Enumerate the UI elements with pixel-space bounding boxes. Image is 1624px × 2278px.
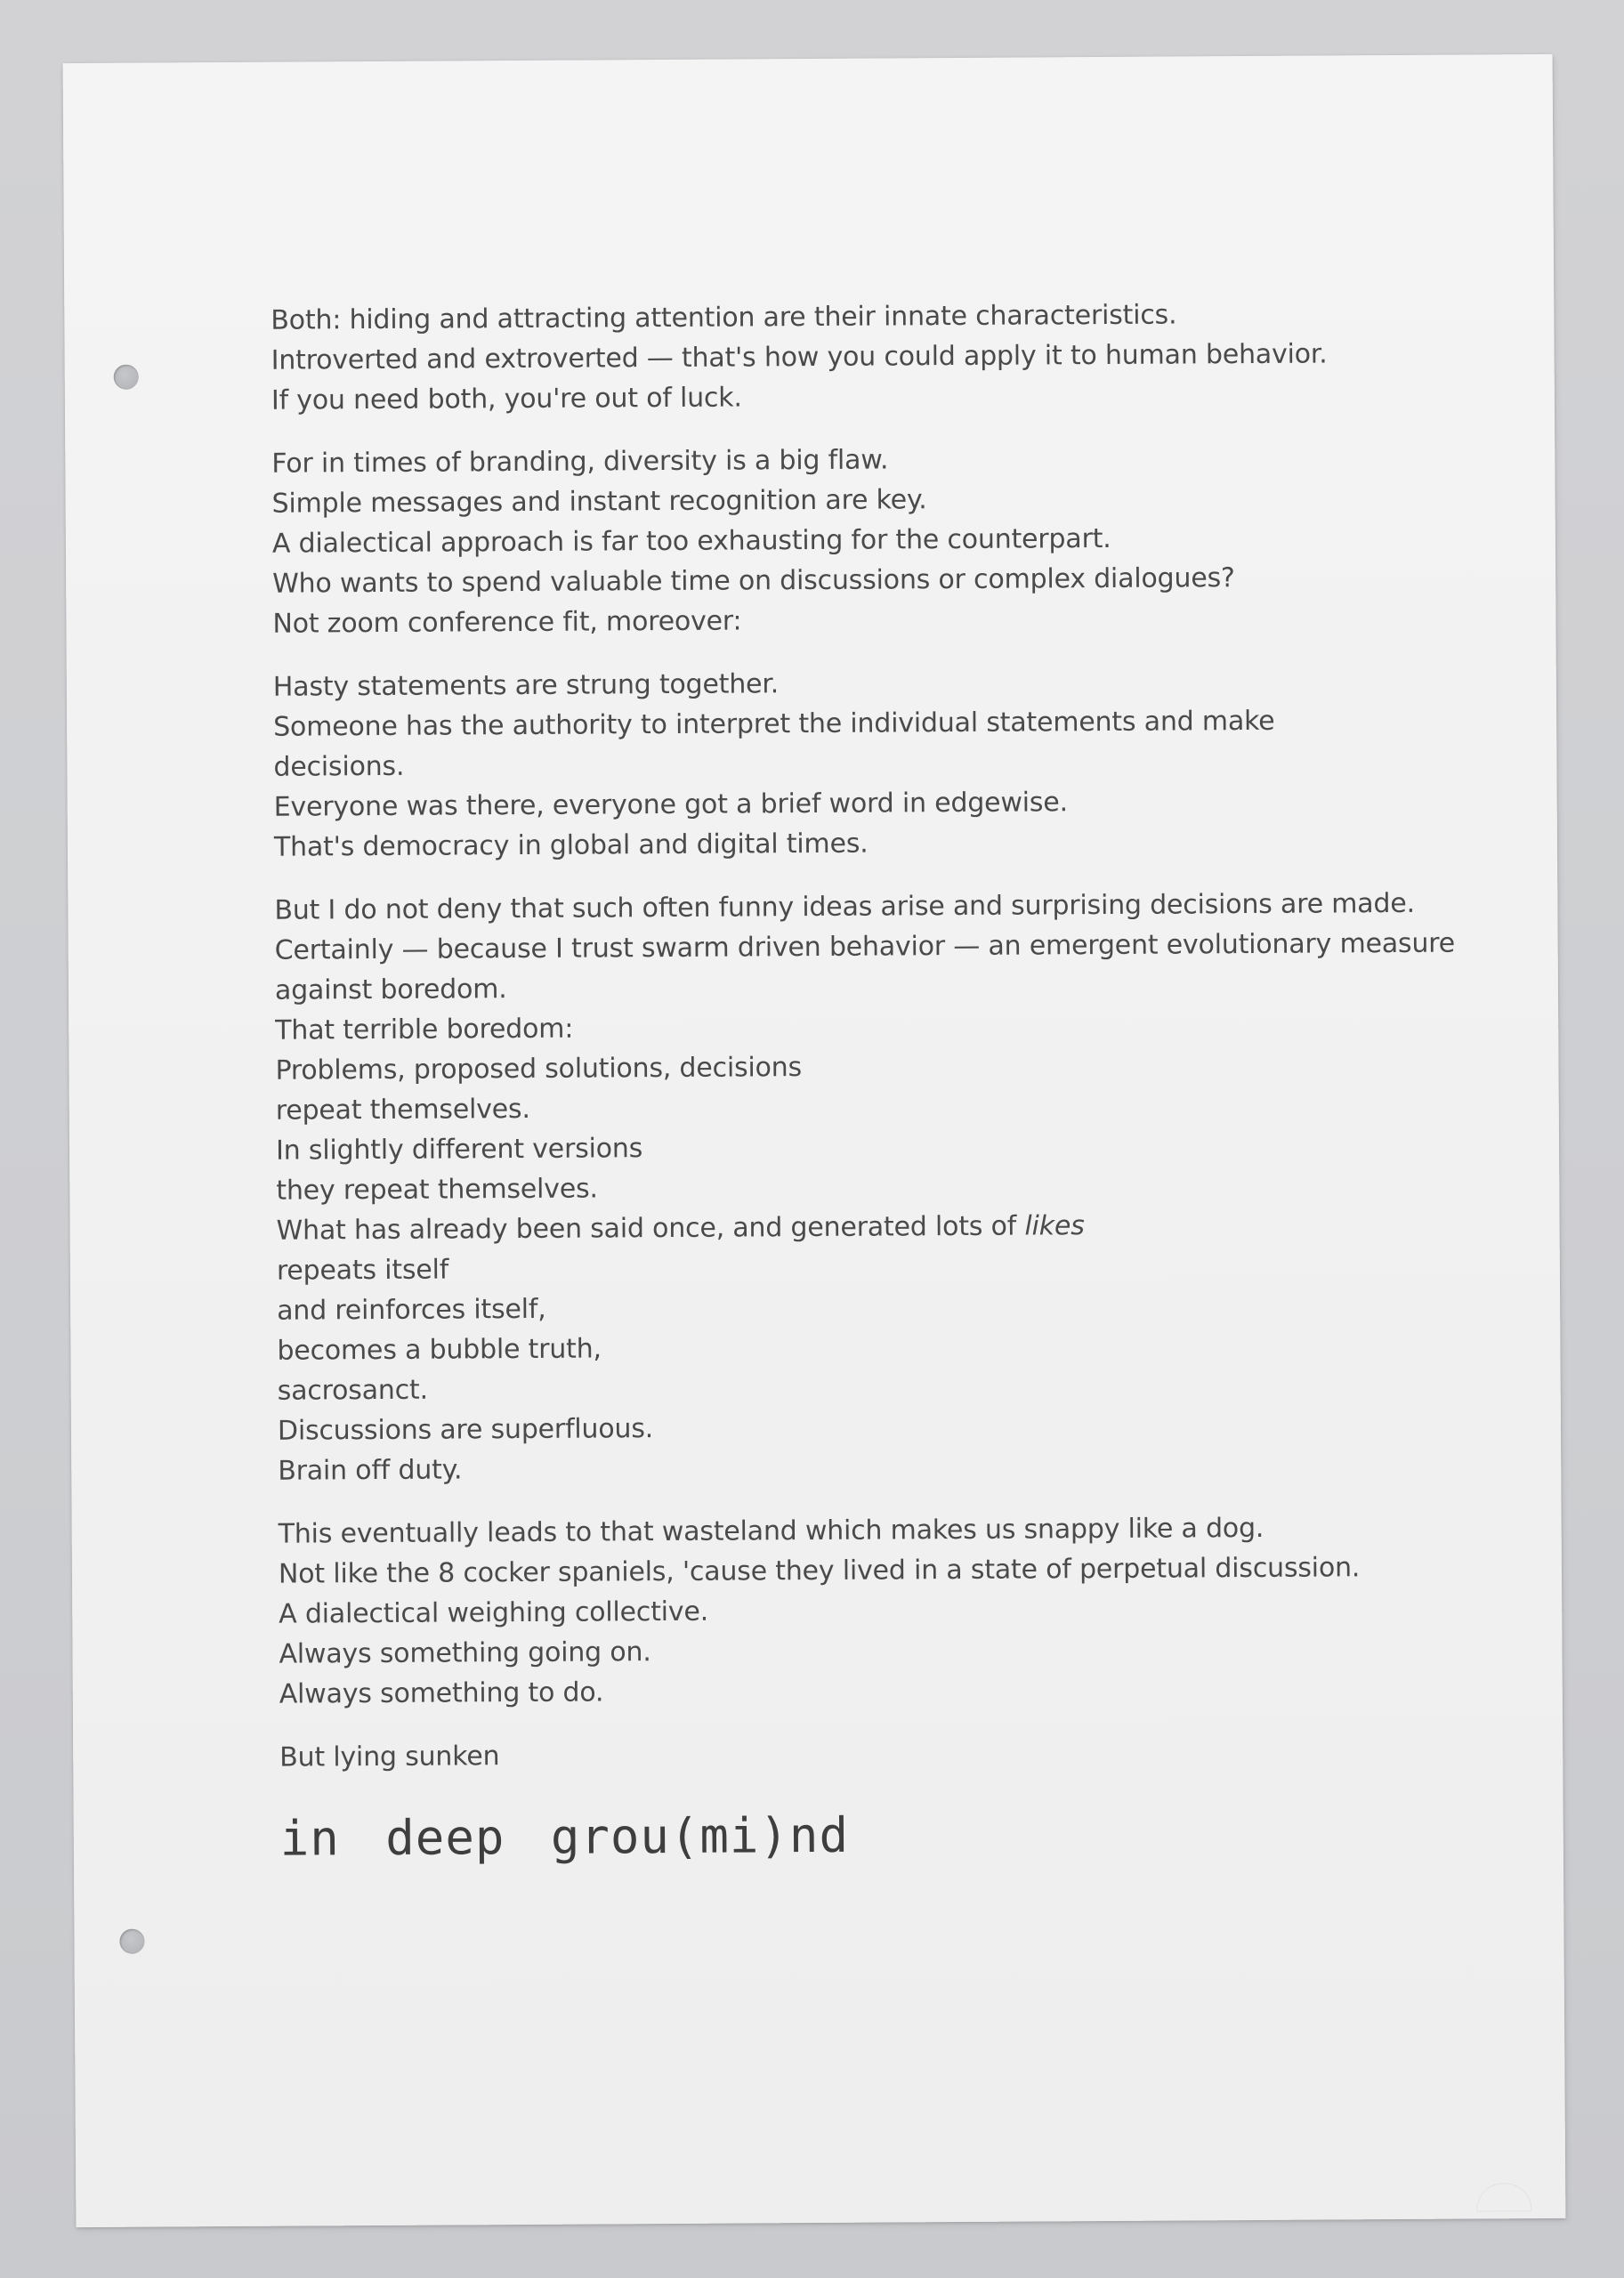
text-line: Someone has the authority to interpret the individual statements and make xyxy=(273,705,1275,743)
text-line: In slightly different versions xyxy=(275,1133,643,1167)
text-line: decisions. xyxy=(273,750,405,783)
text-line: and reinforces itself, xyxy=(277,1293,546,1327)
text-line: Introverted and extroverted — that's how you could apply it to human behavior. xyxy=(271,338,1328,376)
text-line: becomes a bubble truth, xyxy=(277,1333,602,1367)
text-line: they repeat themselves. xyxy=(276,1173,598,1207)
text-line: repeat themselves. xyxy=(275,1093,530,1127)
text-line: Discussions are superfluous. xyxy=(277,1413,654,1447)
stanza-4 xyxy=(274,883,1488,1490)
text-line: For in times of branding, diversity is a big flaw. xyxy=(271,444,889,480)
text-line: That terrible boredom: xyxy=(275,1013,574,1046)
final-line: in deep grou(mi)nd xyxy=(279,1806,850,1867)
text-line: Everyone was there, everyone got a brief word in edgewise. xyxy=(273,787,1068,823)
stanza-3 xyxy=(273,659,1484,867)
stanza-closing xyxy=(279,1730,1491,1870)
likes-word: likes xyxy=(1024,1210,1085,1242)
text-line: This eventually leads to that wasteland which makes us snappy like a dog. xyxy=(278,1512,1264,1550)
text-line: Certainly — because I trust swarm driven behavior — an emergent evolutionary measure xyxy=(274,927,1456,966)
text-line: Both: hiding and attracting attention are their innate characteristics. xyxy=(271,299,1177,336)
text-line: repeats itself xyxy=(276,1254,449,1287)
text-line: Always something going on. xyxy=(279,1636,651,1670)
text-line: Not like the 8 cocker spaniels, 'cause they lived in a state of perpetual discussion. xyxy=(278,1552,1361,1590)
text-line: Problems, proposed solutions, decisions xyxy=(275,1052,803,1086)
text-line: sacrosanct. xyxy=(277,1374,428,1407)
text-line: Who wants to spend valuable time on discussions or complex dialogues? xyxy=(272,562,1235,600)
likes-line-prefix: What has already been said once, and generated lots of xyxy=(276,1210,1025,1247)
text-line: Not zoom conference fit, moreover: xyxy=(272,605,742,640)
stanza-1 xyxy=(271,293,1482,420)
stanza-2 xyxy=(271,436,1483,643)
text-line: Hasty statements are strung together. xyxy=(272,668,780,703)
poem-text xyxy=(271,293,1491,1893)
text-line: A dialectical approach is far too exhausting for the counterpart. xyxy=(271,522,1111,560)
paper-embossed-mark xyxy=(1476,2183,1531,2211)
text-line: But I do not deny that such often funny ideas arise and surprising decisions are made. xyxy=(274,887,1415,926)
text-line: That's democracy in global and digital times. xyxy=(273,828,869,863)
text-line: against boredom. xyxy=(274,973,507,1006)
stanza-5 xyxy=(279,1507,1490,1714)
punch-hole-top xyxy=(114,365,139,390)
paper-sheet xyxy=(63,54,1566,2227)
punch-hole-bottom xyxy=(119,1929,144,1954)
text-line: If you need both, you're out of luck. xyxy=(271,382,742,416)
text-line: Simple messages and instant recognition are key. xyxy=(271,484,927,520)
text-line: Always something to do. xyxy=(279,1676,604,1710)
text-line: Brain off duty. xyxy=(278,1454,463,1487)
text-line: A dialectical weighing collective. xyxy=(279,1595,709,1630)
closing-line: But lying sunken xyxy=(279,1741,500,1773)
